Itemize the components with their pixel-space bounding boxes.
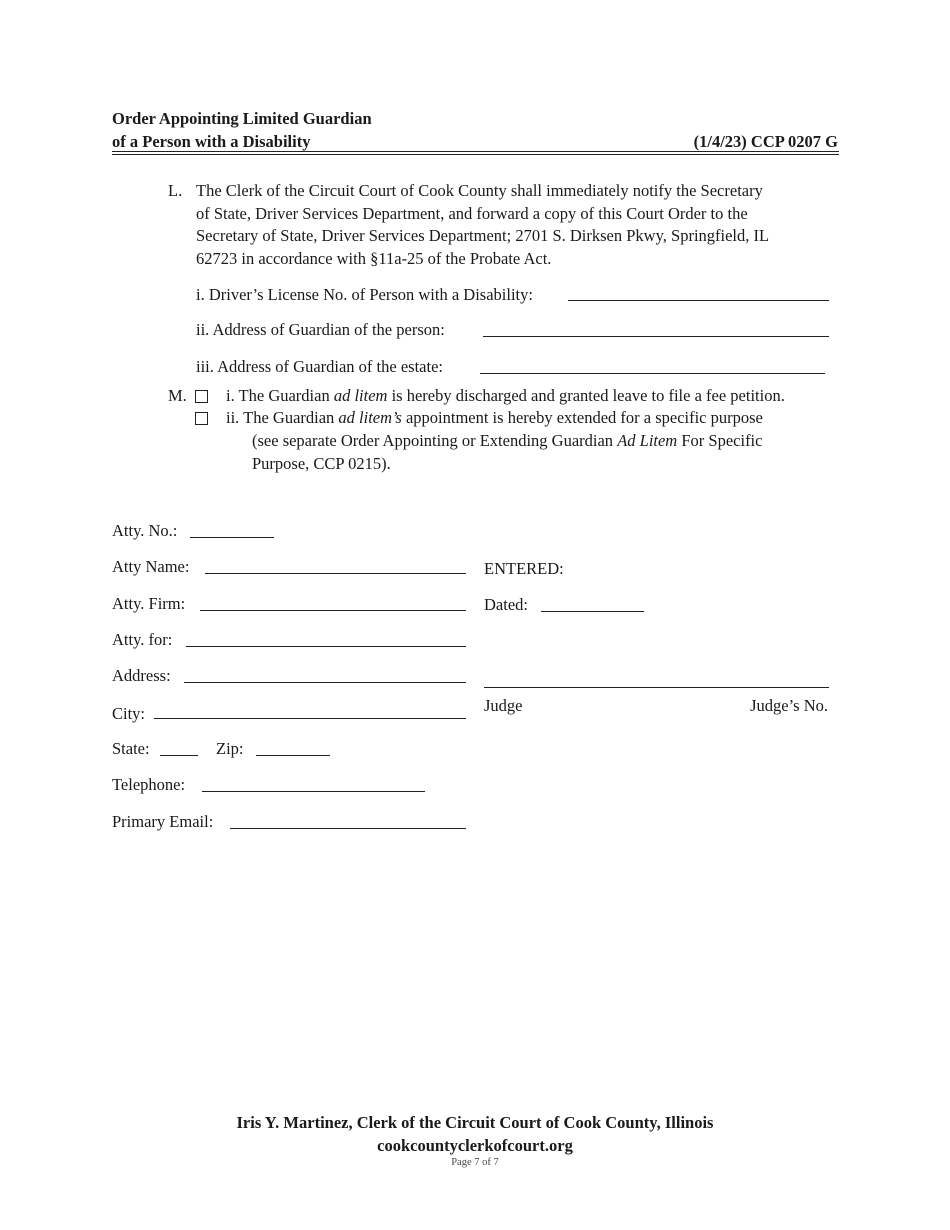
guardian-estate-address-field[interactable]: [480, 373, 825, 374]
atty-for-label: Atty. for:: [112, 630, 173, 649]
city-field[interactable]: [154, 718, 466, 719]
atty-name-label: Atty Name:: [112, 557, 190, 576]
atty-for-field[interactable]: [186, 646, 466, 647]
zip-field[interactable]: [256, 755, 330, 756]
telephone-label: Telephone:: [112, 775, 186, 794]
page-number: Page 7 of 7: [451, 1157, 499, 1168]
header-rule-bottom: [112, 154, 839, 155]
section-m-marker: M.: [168, 386, 187, 405]
guardian-estate-address-label: iii. Address of Guardian of the estate:: [196, 357, 443, 376]
dated-label: Dated:: [484, 595, 528, 614]
section-l-paragraph: [196, 180, 836, 270]
footer-website: cookcountyclerkofcourt.org: [377, 1136, 573, 1155]
section-l-line: The Clerk of the Circuit Court of Cook County shall immediately notify the Secretary: [196, 181, 763, 200]
guardian-person-address-field[interactable]: [483, 336, 829, 337]
atty-firm-label: Atty. Firm:: [112, 594, 186, 613]
entered-label: ENTERED:: [484, 559, 564, 578]
guardian-person-address-label: ii. Address of Guardian of the person:: [196, 320, 445, 339]
judge-label: Judge: [484, 696, 523, 715]
form-title-line1: Order Appointing Limited Guardian: [112, 109, 372, 128]
email-label: Primary Email:: [112, 812, 214, 831]
drivers-license-label: i. Driver’s License No. of Person with a Disability:: [196, 285, 533, 304]
extend-option-line3: Purpose, CCP 0215).: [252, 454, 391, 473]
telephone-field[interactable]: [202, 791, 425, 792]
section-l-marker: L.: [168, 181, 183, 200]
header-rule-top: [112, 151, 839, 152]
dated-field[interactable]: [541, 611, 644, 612]
judge-no-label: Judge’s No.: [750, 696, 828, 715]
extend-option-text: ii. The Guardian ad litem’s appointment is hereby extended for a specific purpose: [226, 408, 763, 427]
section-l-line: 62723 in accordance with §11a-25 of the Probate Act.: [196, 248, 552, 268]
atty-name-field[interactable]: [205, 573, 466, 574]
discharge-checkbox[interactable]: [195, 390, 208, 403]
zip-label: Zip:: [216, 739, 244, 758]
city-label: City:: [112, 704, 146, 723]
atty-no-label: Atty. No.:: [112, 521, 178, 540]
atty-firm-field[interactable]: [200, 610, 466, 611]
address-label: Address:: [112, 666, 171, 685]
section-l-line: Secretary of State, Driver Services Department; 2701 S. Dirksen Pkwy, Springfield, IL: [196, 226, 770, 245]
section-l-line: of State, Driver Services Department, and forward a copy of this Court Order to the: [196, 203, 748, 223]
atty-no-field[interactable]: [190, 537, 274, 538]
address-field[interactable]: [184, 682, 466, 683]
state-field[interactable]: [160, 755, 198, 756]
form-title-line2: of a Person with a Disability: [112, 132, 311, 151]
form-code: (1/4/23) CCP 0207 G: [693, 132, 838, 151]
extend-checkbox[interactable]: [195, 412, 208, 425]
state-label: State:: [112, 739, 150, 758]
footer-clerk: Iris Y. Martinez, Clerk of the Circuit Court of Cook County, Illinois: [236, 1113, 714, 1132]
email-field[interactable]: [230, 828, 466, 829]
discharge-option-text: i. The Guardian ad litem is hereby discharged and granted leave to file a fee petition.: [226, 386, 785, 405]
drivers-license-field[interactable]: [568, 300, 829, 301]
judge-signature-line[interactable]: [484, 687, 829, 688]
extend-option-line2: (see separate Order Appointing or Extending Guardian Ad Litem For Specific: [252, 431, 763, 450]
